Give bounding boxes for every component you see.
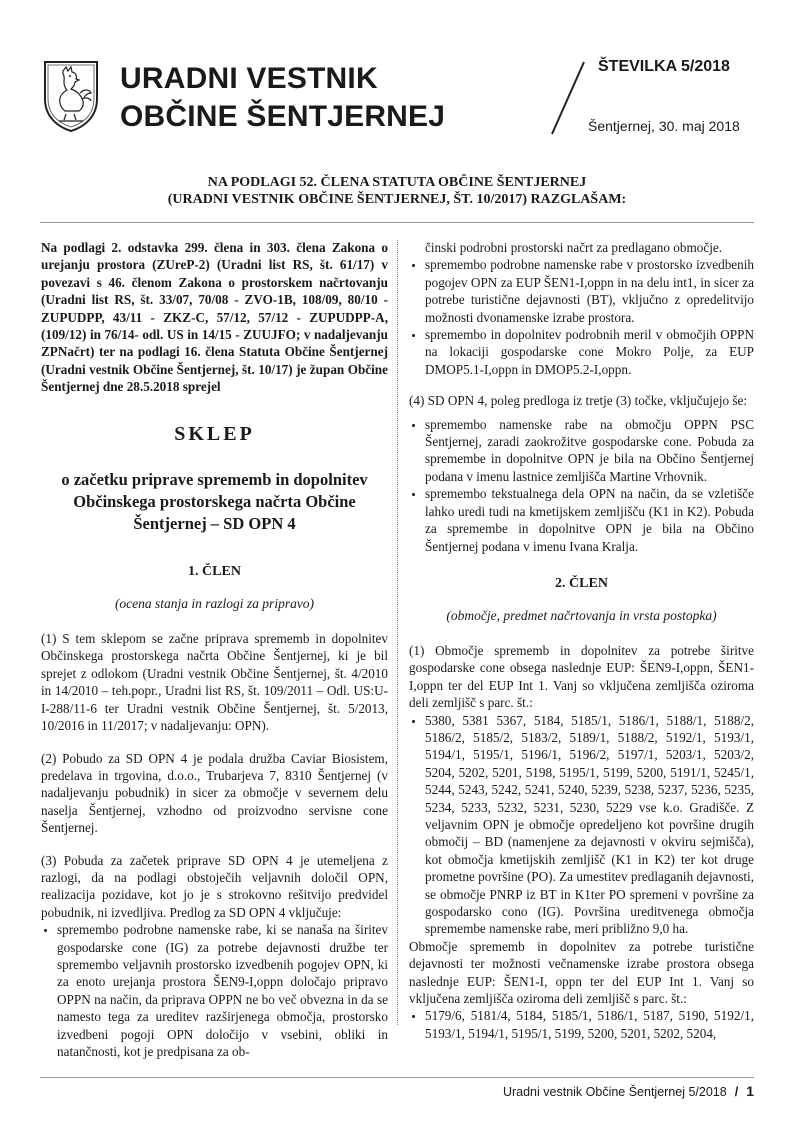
list-item: • spremembo tekstualnega dela OPN na način, da se vzletišče lahko uredi tudi na kmetijskem zemljišču (K1 in K2). Pobuda za spremembe in dopolnitve OPN je bila na Občino Šentjernej podana v imenu Ivana Kralja. <box>425 485 754 555</box>
municipal-crest-rooster-icon <box>42 59 100 133</box>
heading-separator <box>40 222 754 223</box>
list-item: • 5179/6, 5181/4, 5184, 5185/1, 5186/1, 5187, 5190, 5192/1, 5193/1, 5194/1, 5195/1, 5199, 5200, 5201, 5202, 5204, <box>425 1007 754 1042</box>
list-item-continuation: činski podrobni prostorski načrt za predlagano območje. <box>425 240 723 255</box>
list-item: • spremembo in dopolnitev podrobnih meril v območjih OPPN na lokaciji gospodarske cone Mokro Polje, za EUP DMOP5.1-I,oppn in DMOP5.2-I,oppn. <box>425 326 754 378</box>
list-item: • spremembo podrobne namenske rabe, ki se nanaša na širitev gospodarske cone (IG) za potrebe dejavnosti družbe ter spremembo veljavnih prostorsko izvedbenih pogojev OPN, ki za enoto urejanja prostora ŠEN9-I,oppn določajo pripravo OPPN na način, da priprava OPPN ne bo več obvezna in da se namesto tega za ureditev razširjenega območja, prostorsko izvedbeni pogoji OPN določijo v vsebini, obliki in natančnosti, kot je predpisana za ob- <box>57 921 388 1060</box>
proclamation-heading-line1: NA PODLAGI 52. ČLENA STATUTA OBČINE ŠENTJERNEJ <box>207 175 587 190</box>
article-1-paragraph-1: (1) S tem sklepom se začne priprava sprememb in dopolnitev Občinskega prostorskega načrta Občine Šentjernej, ki je bil sprejet z odlokom (Uradni vestnik Občine Šentjernej, št. 4/2010 in 14/2010 – teh.popr., Uradni list RS, št. 109/2011 – Odl. US:U-I-288/11-6 ter Uradni vestnik Občine Šentjernej, št. 5/2013, 10/2016 in 11/2017; v nadaljevanju: OPN). <box>41 631 388 734</box>
document-subtitle: o začetku priprave sprememb in dopolnitev Občinskega prostorskega načrta Občine Šentjernej – SD OPN 4 <box>61 470 368 534</box>
left-column <box>41 239 388 1074</box>
article-2-subtitle: (območje, predmet načrtovanja in vrsta postopka) <box>446 607 717 623</box>
page-number: 1 <box>746 1083 754 1099</box>
article-1-list-a-continued <box>409 239 754 256</box>
article-2-list-b <box>409 1007 754 1042</box>
footer-separator: / <box>734 1085 739 1099</box>
article-1-paragraph-4: (4) SD OPN 4, poleg predloga iz tretje (3) točke, vključujejo še: <box>409 393 748 409</box>
proclamation-heading <box>40 174 754 208</box>
article-1-title: 1. ČLEN <box>188 564 241 580</box>
publication-date: Šentjernej, 30. maj 2018 <box>588 118 740 134</box>
page-footer <box>503 1083 754 1099</box>
article-1-list-b <box>409 256 754 378</box>
footer-publication-name: Uradni vestnik Občine Šentjernej 5/2018 <box>502 1085 727 1099</box>
article-1-paragraph-2: (2) Pobudo za SD OPN 4 je podala družba Caviar Biosistem, predelava in trgovina, d.o.o., Trubarjeva 7, 8310 Šentjernej (v nadaljevanju pobudnik) in sicer za območje v severnem delu naselja Šentjernej, vzhodno od proizvodno servisne cone Šentjernej. <box>41 750 388 836</box>
right-column <box>409 239 754 1056</box>
article-2-paragraph-1: (1) Območje sprememb in dopolnitev za potrebe širitve gospodarske cone obsega naslednje EUP: ŠEN9-I,oppn, ŠEN1-I,oppn ter del EUP Int 1. Vanj so vključena zemljišča oziroma deli zemljišč s parc. št.: <box>409 642 754 711</box>
list-item: • spremembo namenske rabe na območju OPPN PSC Šentjernej, zaradi zaokrožitve gospodarske cone. Pobuda za spremembe in dopolnitve OPN je bila na Občino Šentjernej podana v imenu lastnice zemljišča Martine Vrhovnik. <box>425 416 754 486</box>
list-item: • spremembo podrobne namenske rabe v prostorsko izvedbenih pogojev OPN za EUP ŠEN1-I,oppn in na delu int1, in sicer za potrebe turistične dejavnosti (BT), vključno z opredelitvijo možnosti dvonamenske izrabe prostora. <box>425 256 754 326</box>
footer-rule <box>40 1077 754 1078</box>
article-1-list-c <box>409 416 754 555</box>
masthead-title-line1: URADNI VESTNIK <box>120 62 378 95</box>
column-divider <box>397 240 398 1025</box>
article-2-title: 2. ČLEN <box>555 575 608 591</box>
proclamation-heading-line2: (URADNI VESTNIK OBČINE ŠENTJERNEJ, ŠT. 10/2017) RAZGLAŠAM: <box>167 192 627 207</box>
issue-number: ŠTEVILKA 5/2018 <box>598 58 730 75</box>
masthead-title-line2: OBČINE ŠENTJERNEJ <box>120 100 446 133</box>
legal-basis-intro: Na podlagi 2. odstavka 299. člena in 303. člena Zakona o urejanju prostora (ZUreP-2) (Uradni list RS, št. 61/17) v povezavi s 46. členom Zakona o prostorskem načrtovanju (Uradni list RS, št. 33/07, 70/08 - ZVO-1B, 108/09, 80/10 - ZUPUDPP, 43/11 - ZKZ-C, 57/12, 57/12 - ZUPUDPP-A, (109/12) in 76/14- odl. US in 14/15 - ZUUJFO; v nadaljevanju ZPNačrt) ter na podlagi 16. člena Statuta Občine Šentjernej (Uradni vestnik Občine Šentjernej, št. 10/17) je župan Občine Šentjernej dne 28.5.2018 sprejel <box>41 240 388 395</box>
article-1-paragraph-3: (3) Pobuda za začetek priprave SD OPN 4 je utemeljena z razlogi, da na podlagi obstoječih veljavnih določil OPN, realizacija pozidave, kot jo je s strokovno rešitvijo predvidel pobudnik, ni izvedljiva. Predlog za SD OPN 4 vključuje: <box>41 852 388 920</box>
list-item: • 5380, 5381 5367, 5184, 5185/1, 5186/1, 5188/1, 5188/2, 5186/2, 5185/2, 5183/2, 5189/1, 5188/2, 5192/1, 5193/1, 5194/1, 5195/1, 5196/1, 5196/2, 5197/1, 5203/1, 5203/2, 5204, 5202, 5201, 5198, 5195/1, 5199, 5200, 5191/1, 5245/1, 5244, 5243, 5242, 5241, 5240, 5239, 5238, 5237, 5236, 5235, 5234, 5233, 5232, 5231, 5230, 5229 vse k.o. Gradišče. Z veljavnim OPN je območje opredeljeno kot površine drugih območij – BD (namenjene za dejavnosti v okviru sejmišča), kot območja kmetijskih zemljišč (K1 in K2) ter kot druge prometne površine (PO). Za umestitev predlaganih dejavnosti, se območje PNRP iz BT in K1ter PO spremeni v površine za gospodarsko cono (IG). Površina ureditvenega območja spremembe namenske rabe, meri približno 9,0 ha. <box>425 712 754 938</box>
document-title: SKLEP <box>174 422 255 445</box>
article-1-subtitle: (ocena stanja in razlogi za pripravo) <box>114 596 315 612</box>
article-2-paragraph-2: Območje sprememb in dopolnitev za potrebe turistične dejavnosti ter možnosti večnamenske izrabe prostora obsega naslednje EUP: ŠEN1-I, oppn ter del EUP Int 1. Vanj so vključena zemljišča oziroma deli zemljišč s parc. št.: <box>409 938 754 1007</box>
masthead-slash-divider <box>548 60 588 136</box>
article-2-list-a <box>409 712 754 938</box>
article-1-list-a <box>41 921 388 1060</box>
